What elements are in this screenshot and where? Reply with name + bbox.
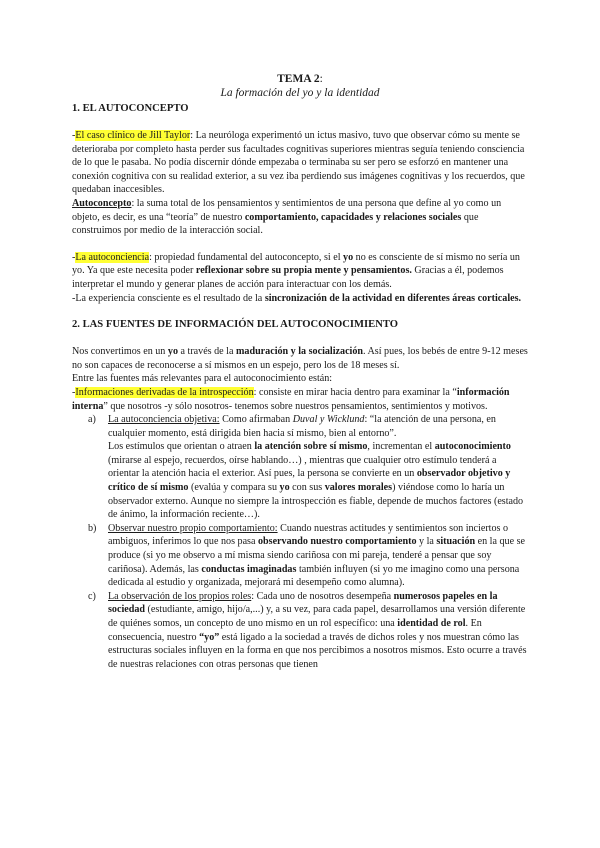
highlight-jill-taylor: El caso clínico de Jill Taylor bbox=[75, 130, 191, 141]
section2-intro bbox=[72, 345, 528, 372]
dash: - bbox=[72, 130, 76, 141]
section1-heading: 1. EL AUTOCONCEPTO bbox=[72, 103, 189, 114]
jill-taylor-paragraph bbox=[72, 129, 528, 197]
item-text: con sus bbox=[289, 482, 325, 494]
item-text: y la bbox=[416, 536, 437, 548]
paragraph-text: ” que nosotros -y sólo nosotros- tenemos sobre nuestros pensamientos, sentimientos y motivos. bbox=[103, 400, 488, 412]
doc-title-text: TEMA 2 bbox=[277, 73, 320, 85]
bold-yo: yo bbox=[343, 251, 354, 263]
authors-italic: Duval y Wicklund bbox=[292, 414, 365, 426]
item-bold: identidad de rol bbox=[397, 618, 466, 629]
highlight-introspeccion: Informaciones derivadas de la introspección bbox=[75, 386, 254, 398]
list-item-autoconciencia-objetiva bbox=[72, 413, 528, 522]
item-text: en la que se produce (si yo me observo a mí misma siendo cariñosa con mi pareja, tenderé a pensar que soy cariñosa). Además, las bbox=[108, 536, 525, 575]
list-marker: c) bbox=[88, 590, 96, 602]
paragraph-text: Nos convertimos en un bbox=[72, 346, 168, 358]
list-item-title: Observar nuestro propio comportamiento: bbox=[108, 522, 278, 534]
item-bold: valores morales bbox=[324, 482, 393, 494]
paragraph-text: : consiste en mirar hacia dentro para examinar la “ bbox=[253, 386, 457, 398]
page-content bbox=[72, 72, 528, 671]
autoconciencia-paragraph bbox=[72, 251, 528, 292]
introspeccion-paragraph bbox=[72, 386, 528, 413]
item-bold: observador objetivo y crítico de sí mismo bbox=[108, 468, 511, 494]
item-text: (estudiante, amigo, hijo/a,...) y, a su vez, para cada papel, desarrollamos una versión diferente de quiénes somos, un concepto de uno mismo en un rol específico: una bbox=[108, 604, 526, 629]
item-text: : Cada uno de nosotros desempeña bbox=[251, 590, 394, 602]
bold-sincronizacion: sincronización de la actividad en diferentes áreas corticales. bbox=[264, 292, 522, 304]
list-item-title: La autoconciencia objetiva: bbox=[108, 414, 220, 426]
item-text: Cuando nuestras actitudes y sentimientos son inciertos o ambiguos, inferimos lo que nos pasa bbox=[108, 522, 509, 548]
item-text: también influyen (si yo me imagino como una persona dedicada al estudio y organizada, mejorará mi desempeño como alumna). bbox=[108, 563, 520, 589]
item-bold: situación bbox=[436, 536, 476, 548]
doc-title-colon: : bbox=[319, 73, 323, 85]
paragraph-text: Gracias a él, podemos interpretar el mundo y generar planes de acción para interactuar con los demás. bbox=[72, 265, 504, 290]
paragraph-text: -La experiencia consciente es el resultado de la bbox=[72, 292, 265, 304]
list-item-title: La observación de los propios roles bbox=[108, 590, 252, 602]
sources-list bbox=[72, 413, 528, 671]
item-bold: conductas imaginadas bbox=[201, 563, 297, 575]
bold-maduracion: maduración y la socialización bbox=[236, 346, 364, 358]
list-item-propio-comportamiento bbox=[72, 522, 528, 590]
doc-subtitle: La formación del yo y la identidad bbox=[220, 87, 380, 99]
definition-text: : la suma total de los pensamientos y sentimientos de una persona que define al yo como un objeto, es decir, es una “teoría” de nuestro bbox=[72, 197, 502, 223]
experiencia-consciente-paragraph bbox=[72, 292, 528, 306]
list-marker: b) bbox=[88, 522, 97, 534]
paragraph-text: : propiedad fundamental del autoconcepto, si el bbox=[149, 251, 344, 263]
paragraph-text: a través de la bbox=[177, 346, 236, 358]
item-text: . En consecuencia, nuestro bbox=[108, 618, 482, 643]
definition-text-end: que construimos por medio de la interacción social. bbox=[72, 211, 479, 237]
bold-yo: yo bbox=[167, 346, 178, 358]
item-bold: autoconocimiento bbox=[434, 441, 511, 453]
paragraph-text: : La neuróloga experimentó un ictus masivo, tuvo que observar cómo su mente se deterioraba por completo hasta perder sus facultades cognitivas superiores mientras seguía teniendo consciencia de lo que le pasaba. No podía discernir dónde empezaba o terminaba su ser pero se esforzó en mantener una conexión cognitiva con su realidad exterior, a su vez iba perdiendo sus imágenes cognitivas y los recuerdos, que quedaban inaccesibles. bbox=[72, 130, 525, 196]
item-text: (mirarse al espejo, recuerdos, oírse hablando…) , mientras que cualquier otro estímulo tenderá a orientar la atención hacia el exterior. Así pues, la persona se convierte en un bbox=[108, 454, 497, 480]
item-bold: yo bbox=[279, 482, 290, 494]
item-text: (evalúa y compara su bbox=[188, 482, 280, 494]
dash: - bbox=[72, 251, 76, 263]
paragraph-text: no es consciente de sí mismo no sería un yo. Ya que este necesita poder bbox=[72, 251, 520, 277]
item-text: Los estímulos que orientan o atraen bbox=[108, 441, 255, 453]
autoconcepto-definition bbox=[72, 197, 528, 238]
dash: - bbox=[72, 386, 76, 398]
doc-title bbox=[72, 72, 528, 86]
list-item-propios-roles bbox=[72, 590, 528, 672]
item-bold: “yo” bbox=[199, 631, 220, 643]
item-bold: numerosos papeles en la sociedad bbox=[108, 590, 498, 616]
highlight-autoconciencia: La autoconciencia bbox=[75, 251, 150, 263]
definition-bold: comportamiento, capacidades y relaciones sociales bbox=[244, 211, 462, 223]
item-text: Como afirmaban bbox=[219, 414, 293, 426]
section2-heading: 2. LAS FUENTES DE INFORMACIÓN DEL AUTOCONOCIMIENTO bbox=[72, 319, 399, 331]
list-marker: a) bbox=[88, 414, 96, 426]
bold-informacion-interna: información interna bbox=[72, 386, 510, 412]
section2-sources-intro: Entre las fuentes más relevantes para el autoconocimiento están: bbox=[72, 373, 333, 385]
item-bold: la atención sobre sí mismo bbox=[254, 441, 368, 453]
item-text: : “la atención de una persona, en cualquier momento, está dirigida bien hacia sí mismo, bien al entorno”. bbox=[108, 414, 496, 439]
bold-reflexionar: reflexionar sobre su propia mente y pensamientos. bbox=[195, 265, 412, 277]
item-bold: observando nuestro comportamiento bbox=[257, 536, 417, 548]
term-autoconcepto: Autoconcepto bbox=[72, 197, 132, 209]
item-text: ) viéndose como lo haría un observador externo. Aunque no siempre la introspección es fiable, depende de muchos factores (estado de ánimo, la información reciente…). bbox=[108, 482, 524, 521]
item-text: , incrementan el bbox=[367, 441, 435, 453]
paragraph-text: . Así pues, los bebés de entre 9-12 meses no son capaces de reconocerse a sí mismos en un espejo, pero los de 18 meses sí. bbox=[72, 346, 528, 371]
item-text: está ligado a la sociedad a través de dichos roles y nos muestran cómo las estructuras sociales influyen en la forma en que nos percibimos a nosotros mismos. Esto ocurre a través de nuestras relaciones con otras personas que tienen bbox=[108, 631, 527, 670]
